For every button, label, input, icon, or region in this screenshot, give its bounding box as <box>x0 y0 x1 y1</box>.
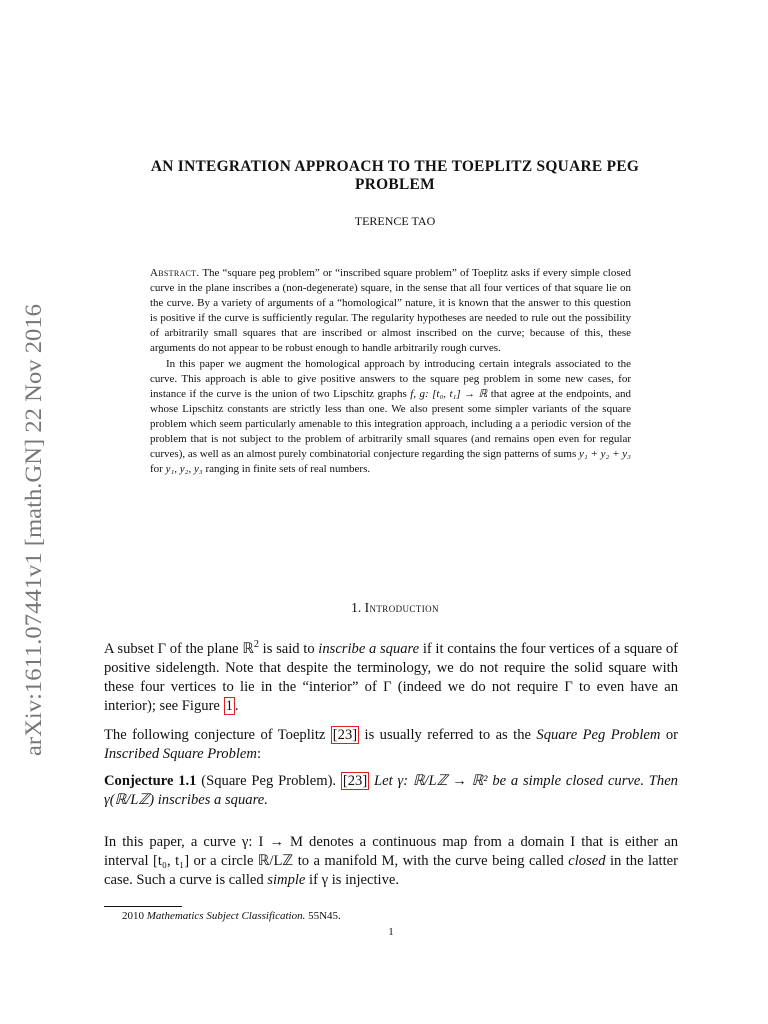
body-text-1b: is said to <box>258 641 319 657</box>
abstract-math-1: f, g: [t₀, t₁] → ℝ <box>410 387 488 400</box>
abstract-paragraph-1 <box>150 266 631 357</box>
title-line-2: PROBLEM <box>355 176 435 193</box>
paper-title <box>90 158 700 194</box>
abstract-text-2a: In this paper we augment the homological approach by introducing certain integrals associated to the curve. This approach is able to give positive answers to the square peg problem in some new cases, for instance if the curve is the union of two Lipschitz graphs <box>150 357 631 400</box>
abstract-text-1: The “square peg problem” or “inscribed square problem” of Toeplitz asks if every simple closed curve in the plane inscribes a (non-degenerate) square, in the sense that all four vertices of that square lie on the curve. By a variety of arguments of a “homological” nature, it is known that the answer to this question is positive if the curve is sufficiently regular. The regularity hypotheses are needed to rule out the possibility of arbitrarily small squares that are inscribed or almost inscribed on the curve; because of this, these arguments do not appear to be robust enough to handle arbitrarily rough curves. <box>150 267 631 355</box>
body-text-1a: A subset Γ of the plane ℝ <box>104 641 254 657</box>
conjecture-name: (Square Peg Problem). <box>196 773 337 789</box>
author: TERENCE TAO <box>354 214 436 228</box>
page-number: 1 <box>388 926 394 938</box>
footnote-value: 55N45. <box>308 910 341 922</box>
footnote <box>122 910 341 922</box>
figure-link[interactable]: 1 <box>225 698 233 714</box>
abstract-math-2: y₁ + y₂ + y₃ <box>579 448 631 461</box>
body-emphasis-1: inscribe a square <box>318 641 420 657</box>
section-number: 1. <box>351 600 362 615</box>
body-text-1d: . <box>234 698 239 714</box>
body-paragraph-1 <box>104 640 678 716</box>
abstract-label: Abstract. <box>150 267 200 279</box>
abstract <box>150 266 631 477</box>
body-paragraph-2 <box>104 726 678 764</box>
body-text-4a: In this paper, a curve γ: I → M denotes a continuous map from a domain I that is either an interval [t₀, t₁] or a circle ℝ/Lℤ to a manifold M, with the curve being called <box>104 834 678 869</box>
body-text-1c: if it contains the four vertices of a square of positive sidelength. Note that despite the terminology, we do not require the solid square with these four vertices to lie in the “interior” of Γ (indeed we do not require Γ to even have an interior); see Figure <box>104 641 678 714</box>
body-emphasis-2: Square Peg Problem <box>536 727 661 743</box>
abstract-paragraph-2 <box>150 357 631 478</box>
body-paragraph-4 <box>104 833 678 890</box>
abstract-text-2c: for <box>150 463 166 476</box>
citation-link-23[interactable]: [23] <box>332 727 358 743</box>
title-line-1: AN INTEGRATION APPROACH TO THE TOEPLITZ SQUARE PEG <box>150 158 640 175</box>
body-text-4c: if γ is injective. <box>305 872 399 888</box>
body-emphasis-5: simple <box>267 872 306 888</box>
footnote-label: Mathematics Subject Classification. <box>146 910 306 922</box>
body-text-2a: The following conjecture of Toeplitz <box>104 727 331 743</box>
body-text-4b: in the latter case. Such a curve is called <box>104 853 678 888</box>
conjecture-citation-link[interactable]: [23] <box>342 773 368 789</box>
footnote-year: 2010 <box>122 910 144 922</box>
body-text-2d: : <box>256 746 261 762</box>
abstract-text-2b: that agree at the endpoints, and whose Lipschitz constants are strictly less than one. We also present some simpler variants of the square problem which seem particularly amenable to this integration approach, including a a periodic version of the problem that is not subject to the problem of arbitrarily small squares (and remains open even for regular curves), as well as an almost purely combinatorial conjecture regarding the sign patterns of sums <box>150 387 631 461</box>
section-heading <box>90 600 700 616</box>
footnote-rule <box>104 906 182 907</box>
body-text-2c: or <box>660 727 679 743</box>
conjecture <box>104 772 678 810</box>
section-title: Introduction <box>364 600 439 615</box>
abstract-math-3: y₁, y₂, y₃ <box>165 463 203 476</box>
conjecture-statement: Let γ: ℝ/Lℤ → ℝ² be a simple closed curve. Then γ(ℝ/Lℤ) inscribes a square. <box>104 773 678 808</box>
arxiv-identifier <box>0 300 60 760</box>
body-text-2b: is usually referred to as the <box>359 727 537 743</box>
body-superscript: 2 <box>253 639 259 651</box>
body-emphasis-4: closed <box>568 853 606 869</box>
conjecture-label: Conjecture 1.1 <box>104 773 197 789</box>
body-emphasis-3: Inscribed Square Problem <box>104 746 257 762</box>
abstract-text-2d: ranging in finite sets of real numbers. <box>202 463 371 476</box>
arxiv-identifier-text: arXiv:1611.07441v1 [math.GN] 22 Nov 2016 <box>21 333 46 756</box>
